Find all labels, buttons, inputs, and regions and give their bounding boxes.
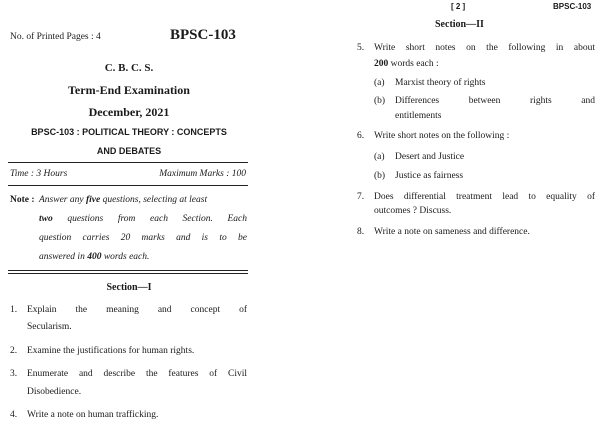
course-title-line1: BPSC-103 : POLITICAL THEORY : CONCEPTS — [31, 127, 227, 137]
section-1-title: Section—I — [106, 282, 152, 293]
question-number: 3. — [10, 369, 18, 379]
header-paper-code: BPSC-103 — [553, 2, 592, 11]
question-text: Enumerate and describe the features of Civil — [27, 369, 247, 379]
subpart-text: Desert and Justice — [395, 152, 465, 162]
note-line-2: two questions from each Section. Each — [39, 214, 247, 224]
question-text-cont: outcomes ? Discuss. — [374, 206, 452, 216]
note-line-4: answered in 400 words each. — [39, 252, 150, 262]
question-text-cont: Disobedience. — [27, 387, 82, 397]
subpart-label: (b) — [374, 96, 386, 106]
question-number: 6. — [357, 131, 365, 141]
course-title-line2: AND DEBATES — [96, 146, 162, 156]
page-number: [ 2 ] — [451, 2, 466, 11]
divider-mid — [8, 185, 248, 186]
subpart-text: Differences between rights and — [395, 96, 595, 106]
question-number: 8. — [357, 227, 365, 237]
note-label: Note : — [10, 195, 35, 205]
exam-date: December, 2021 — [88, 105, 170, 119]
max-marks-label: Maximum Marks : 100 — [159, 169, 246, 179]
question-number: 1. — [10, 305, 18, 315]
question-text: Does differential treatment lead to equality of — [374, 192, 595, 202]
question-text: Explain the meaning and concept of — [27, 305, 247, 315]
subpart-label: (a) — [374, 78, 385, 88]
divider-bottom-2 — [8, 273, 248, 274]
question-text: Examine the justifications for human rights. — [27, 346, 195, 356]
subpart-text: Marxist theory of rights — [395, 78, 486, 88]
question-number: 2. — [10, 346, 18, 356]
exam-title: Term-End Examination — [68, 83, 190, 97]
question-number: 5. — [357, 43, 365, 53]
question-text: Write a note on human trafficking. — [27, 410, 159, 420]
question-number: 4. — [10, 410, 18, 420]
note-line-3: question carries 20 marks and is to be — [39, 233, 247, 243]
paper-code: BPSC-103 — [170, 27, 236, 43]
subpart-label: (a) — [374, 152, 385, 162]
section-2-title: Section—II — [435, 19, 484, 30]
subpart-text-cont: entitlements — [395, 111, 442, 121]
cbcs-heading: C. B. C. S. — [104, 62, 154, 74]
question-text: Write short notes on the following : — [374, 131, 510, 141]
printed-pages-label: No. of Printed Pages : 4 — [10, 32, 101, 42]
divider-top — [8, 162, 248, 163]
question-text: Write a note on sameness and difference. — [374, 227, 530, 237]
question-text: Write short notes on the following in about — [374, 43, 595, 53]
subpart-text: Justice as fairness — [395, 171, 464, 181]
question-text-cont: Secularism. — [27, 322, 72, 332]
subpart-label: (b) — [374, 171, 386, 181]
time-label: Time : 3 Hours — [10, 169, 68, 179]
question-text-cont: 200 words each : — [374, 59, 439, 69]
note-line-1: Answer any five questions, selecting at least — [39, 195, 208, 205]
divider-bottom-1 — [8, 270, 248, 271]
question-number: 7. — [357, 192, 365, 202]
